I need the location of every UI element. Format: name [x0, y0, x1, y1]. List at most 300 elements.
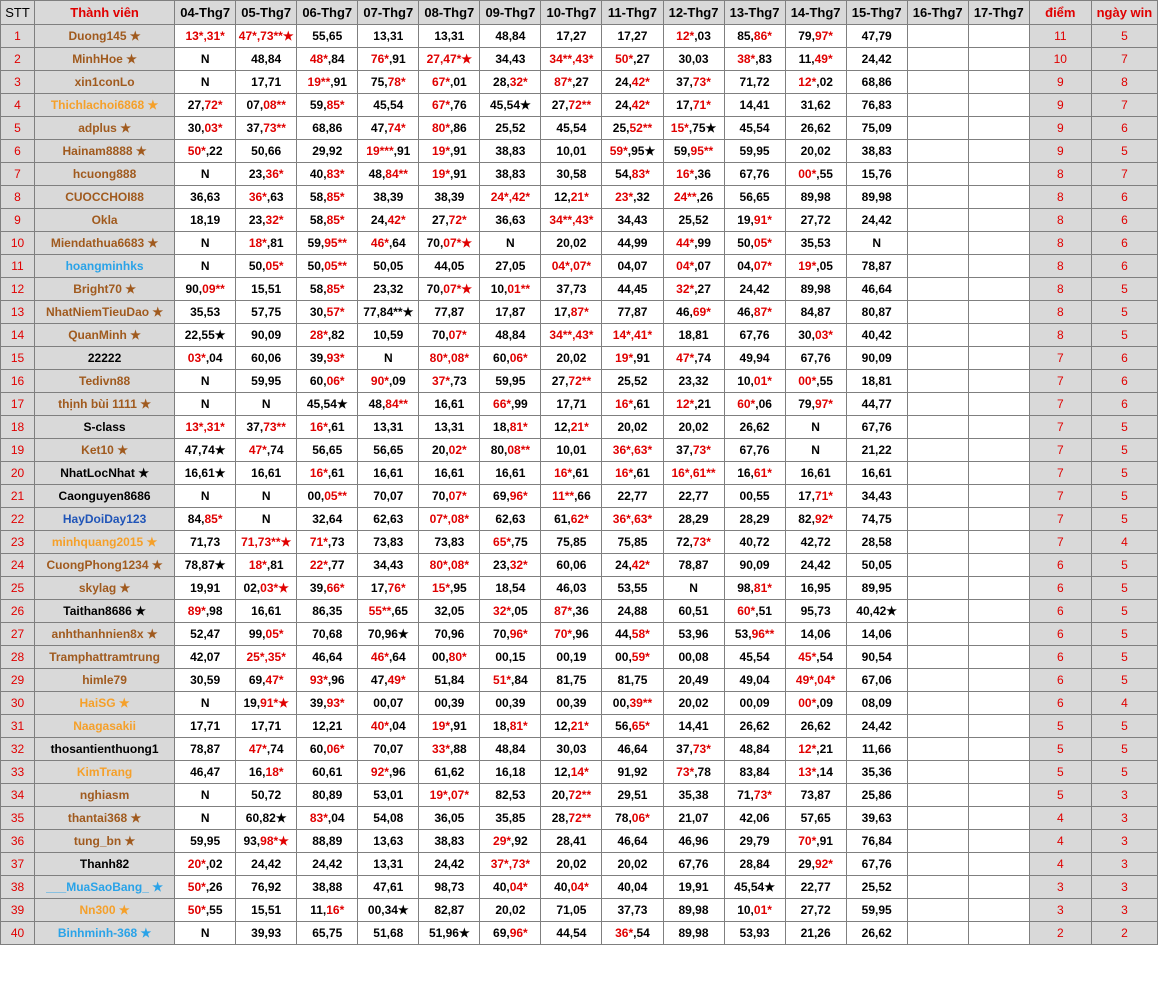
value-text: 18,54 [495, 581, 526, 595]
result-cell [602, 71, 663, 94]
hit-value: 81* [509, 420, 528, 434]
value-text: 34,43 [861, 489, 892, 503]
hit-value: 89* [187, 604, 206, 618]
hit-value: 93* [326, 351, 345, 365]
hit-value: 37* [431, 374, 450, 388]
row-number: 23 [1, 531, 35, 554]
value-text: 38,88 [312, 880, 343, 894]
hit-value: 12* [676, 29, 695, 43]
points-cell: 7 [1029, 485, 1091, 508]
result-cell [846, 324, 907, 347]
result-cell [724, 71, 785, 94]
value-text: 59, [309, 98, 327, 112]
value-text: 28,84 [739, 857, 770, 871]
value-text: ,54 [633, 926, 650, 940]
result-cell [968, 669, 1029, 692]
value-text: 57,75 [251, 305, 282, 319]
hit-value: 08** [507, 443, 531, 457]
result-cell [846, 140, 907, 163]
result-cell [907, 117, 968, 140]
points-cell: 7 [1029, 439, 1091, 462]
result-cell [358, 692, 419, 715]
result-cell [663, 807, 724, 830]
value-text: 13,31 [373, 29, 404, 43]
value-text: 35,53 [800, 236, 831, 250]
value-text: 70,68 [312, 627, 343, 641]
result-cell [175, 278, 236, 301]
hit-value: 47* [248, 742, 267, 756]
value-text: 60,61 [312, 765, 343, 779]
value-text: 40,42 [861, 328, 892, 342]
row-number: 28 [1, 646, 35, 669]
win-days-cell: 3 [1091, 876, 1157, 899]
value-text: 51,96★ [428, 926, 470, 940]
value-text: 45,54 [739, 650, 770, 664]
win-days-cell: 3 [1091, 853, 1157, 876]
hit-value: 83* [631, 167, 650, 181]
value-text: 60,82★ [245, 811, 287, 825]
hit-value: 16* [615, 466, 634, 480]
points-cell: 8 [1029, 209, 1091, 232]
result-cell [236, 830, 297, 853]
result-cell [846, 531, 907, 554]
hit-value: 59* [631, 650, 650, 664]
result-cell [236, 623, 297, 646]
result-cell [907, 485, 968, 508]
value-text: ,64 [388, 236, 406, 250]
value-text: 16,61 [800, 466, 831, 480]
result-cell [358, 462, 419, 485]
value-text: 53,01 [373, 788, 404, 802]
value-text: 24, [370, 213, 388, 227]
value-text: N [200, 811, 210, 825]
table-row [1, 715, 1158, 738]
value-text: 82, [798, 512, 815, 526]
hit-value: 85* [326, 190, 345, 204]
table-row [1, 531, 1158, 554]
result-cell [663, 715, 724, 738]
result-cell [907, 25, 968, 48]
value-text: 24, [615, 98, 632, 112]
result-cell [907, 761, 968, 784]
result-cell [968, 439, 1029, 462]
value-text: 77,84**★ [363, 305, 414, 319]
result-cell [419, 186, 480, 209]
result-cell [602, 255, 663, 278]
member-name: CUOCCHOI88 [35, 186, 175, 209]
table-row [1, 140, 1158, 163]
result-cell [236, 278, 297, 301]
hit-value: 80*,08* [429, 351, 470, 365]
result-cell [968, 25, 1029, 48]
result-cell [846, 393, 907, 416]
hit-value: 07*,08* [429, 512, 470, 526]
points-cell: 4 [1029, 830, 1091, 853]
result-cell [724, 416, 785, 439]
result-cell [724, 922, 785, 945]
hit-value: 16* [615, 397, 634, 411]
result-cell [236, 163, 297, 186]
result-cell [419, 25, 480, 48]
value-text: 30,03 [678, 52, 709, 66]
result-cell [846, 554, 907, 577]
value-text: ,26 [696, 190, 714, 204]
member-name: HaiSG ★ [35, 692, 175, 715]
result-cell [297, 807, 358, 830]
value-text: 51,84 [434, 673, 465, 687]
value-text: 75, [370, 75, 388, 89]
hit-value: 25*,35* [246, 650, 286, 664]
result-cell [724, 623, 785, 646]
value-text: 77,87 [617, 305, 648, 319]
result-cell [419, 324, 480, 347]
result-cell [846, 255, 907, 278]
result-cell [480, 853, 541, 876]
row-number: 40 [1, 922, 35, 945]
hit-value: 72* [204, 98, 223, 112]
value-text: 15,76 [861, 167, 892, 181]
result-cell [602, 163, 663, 186]
value-text: 17,71 [251, 75, 282, 89]
value-text: N [200, 259, 210, 273]
win-days-cell: 5 [1091, 623, 1157, 646]
result-cell [968, 140, 1029, 163]
value-text: ,99 [694, 236, 711, 250]
row-number: 20 [1, 462, 35, 485]
win-days-cell: 5 [1091, 577, 1157, 600]
result-cell [907, 370, 968, 393]
value-text: 80,87 [861, 305, 892, 319]
result-cell [236, 577, 297, 600]
row-number: 34 [1, 784, 35, 807]
win-days-cell: 4 [1091, 531, 1157, 554]
hit-value: 96** [751, 627, 775, 641]
result-cell [419, 922, 480, 945]
value-text: 16, [737, 466, 754, 480]
value-text: 24,42 [312, 857, 343, 871]
value-text: ,91 [330, 75, 347, 89]
result-cell [785, 186, 846, 209]
result-cell [785, 807, 846, 830]
result-cell [602, 669, 663, 692]
value-text: 40, [309, 167, 327, 181]
value-text: 17, [554, 305, 571, 319]
value-text: ,74 [266, 443, 284, 457]
row-number: 13 [1, 301, 35, 324]
value-text: 19,91 [190, 581, 221, 595]
member-name: Ket10 ★ [35, 439, 175, 462]
hit-value: 07* [753, 259, 772, 273]
table-row [1, 922, 1158, 945]
result-cell [419, 784, 480, 807]
result-cell [785, 25, 846, 48]
value-text: 22,77 [800, 880, 831, 894]
result-cell [358, 623, 419, 646]
header-date: 15-Thg7 [846, 1, 907, 25]
hit-value: 49* [814, 52, 833, 66]
win-days-cell: 6 [1091, 117, 1157, 140]
hit-value: 29* [493, 834, 512, 848]
result-cell [785, 347, 846, 370]
value-text: 44, [615, 627, 632, 641]
value-text: ,95 [450, 581, 467, 595]
result-cell [846, 94, 907, 117]
result-cell [785, 278, 846, 301]
hit-value: 05** [324, 259, 347, 273]
points-cell: 5 [1029, 784, 1091, 807]
value-text: 70, [431, 489, 449, 503]
hit-value: 38* [737, 52, 756, 66]
hit-value: 47* [265, 673, 284, 687]
hit-value: 03*★ [260, 581, 289, 595]
hit-value: 34**,43* [549, 328, 594, 342]
value-text: 23, [493, 558, 510, 572]
result-cell [419, 830, 480, 853]
result-cell [724, 738, 785, 761]
hit-value: 92* [814, 512, 833, 526]
value-text: 71, [737, 788, 754, 802]
result-cell [480, 439, 541, 462]
result-cell [785, 853, 846, 876]
hit-value: 57* [326, 305, 345, 319]
value-text: 22,55★ [184, 328, 226, 342]
hit-value: 58* [631, 627, 650, 641]
result-cell [785, 669, 846, 692]
result-cell [785, 600, 846, 623]
value-text: 70,07 [373, 489, 404, 503]
hit-value: 06* [509, 351, 528, 365]
result-cell [297, 25, 358, 48]
result-cell [785, 646, 846, 669]
result-cell [480, 876, 541, 899]
hit-value: 46* [370, 650, 389, 664]
result-cell [846, 48, 907, 71]
value-text: 16,61 [251, 604, 282, 618]
result-cell [846, 807, 907, 830]
value-text: 60, [309, 374, 327, 388]
result-cell [785, 255, 846, 278]
value-text: 25,86 [861, 788, 892, 802]
result-cell [541, 531, 602, 554]
value-text: 77,87 [434, 305, 465, 319]
value-text: 20,02 [678, 696, 709, 710]
hit-value: 12* [798, 75, 817, 89]
value-text: 45,54 [373, 98, 404, 112]
value-text: ,81 [266, 558, 284, 572]
hit-value: 36*,63* [612, 512, 653, 526]
result-cell [785, 48, 846, 71]
result-cell [846, 922, 907, 945]
value-text: 24, [615, 75, 632, 89]
value-text: 67,76 [800, 351, 831, 365]
value-text: 48, [368, 397, 386, 411]
hit-value: 19* [431, 144, 450, 158]
value-text: 78,87★ [184, 558, 226, 572]
result-cell [480, 531, 541, 554]
result-cell [724, 761, 785, 784]
points-cell: 4 [1029, 807, 1091, 830]
value-text: 00,39 [495, 696, 526, 710]
member-name: Hainam8888 ★ [35, 140, 175, 163]
value-text: 22,77 [678, 489, 709, 503]
result-cell [480, 324, 541, 347]
value-text: 46,03 [556, 581, 587, 595]
hit-value: 09** [202, 282, 225, 296]
value-text: 27,72 [800, 213, 831, 227]
result-cell [175, 232, 236, 255]
hit-value: 16*,61** [671, 466, 716, 480]
value-text: 42,72 [800, 535, 831, 549]
result-cell [846, 669, 907, 692]
result-cell [968, 117, 1029, 140]
result-cell [175, 692, 236, 715]
result-cell [175, 554, 236, 577]
row-number: 24 [1, 554, 35, 577]
result-cell [358, 324, 419, 347]
hit-value: 45* [798, 650, 817, 664]
table-row [1, 761, 1158, 784]
hit-value: 07* [448, 328, 467, 342]
result-cell [541, 784, 602, 807]
hit-value: 19*** [366, 144, 394, 158]
value-text: 60,06 [556, 558, 587, 572]
value-text: 67,76 [739, 443, 770, 457]
hit-value: 47*,73**★ [238, 29, 294, 43]
win-days-cell: 7 [1091, 48, 1157, 71]
result-cell [968, 416, 1029, 439]
hit-value: 87* [753, 305, 772, 319]
result-cell [785, 876, 846, 899]
member-name: HayDoiDay123 [35, 508, 175, 531]
result-cell [663, 416, 724, 439]
value-text: 49,04 [739, 673, 770, 687]
value-text: N [261, 397, 271, 411]
member-name: ___MuaSaoBang_ ★ [35, 876, 175, 899]
result-cell [968, 71, 1029, 94]
value-text: 28,58 [861, 535, 892, 549]
hit-value: 92* [370, 765, 389, 779]
value-text: 45,54★ [306, 397, 348, 411]
result-cell [724, 117, 785, 140]
value-text: 11, [798, 52, 815, 66]
result-cell [297, 48, 358, 71]
hit-value: 32* [493, 604, 512, 618]
result-cell [358, 577, 419, 600]
value-text: 04,07 [617, 259, 648, 273]
hit-value: 02* [448, 443, 467, 457]
value-text: 27,72 [800, 903, 831, 917]
member-name: himle79 [35, 669, 175, 692]
result-cell [236, 761, 297, 784]
hit-value: 91* [753, 213, 772, 227]
result-cell [602, 508, 663, 531]
result-cell [846, 715, 907, 738]
result-cell [846, 232, 907, 255]
result-cell [724, 278, 785, 301]
result-cell [663, 48, 724, 71]
points-cell: 7 [1029, 531, 1091, 554]
points-cell: 5 [1029, 715, 1091, 738]
row-number: 36 [1, 830, 35, 853]
value-text: 20,02 [800, 144, 831, 158]
result-cell [541, 669, 602, 692]
result-cell [846, 370, 907, 393]
result-cell [785, 531, 846, 554]
result-cell [846, 508, 907, 531]
hit-value: 50* [615, 52, 634, 66]
value-text: N [811, 443, 820, 457]
result-cell [663, 209, 724, 232]
hit-value: 73* [692, 535, 711, 549]
result-cell [297, 485, 358, 508]
result-cell [907, 876, 968, 899]
hit-value: 19* [431, 719, 450, 733]
value-text: 28,29 [739, 512, 770, 526]
result-cell [724, 646, 785, 669]
value-text: ,51 [755, 604, 772, 618]
result-cell [541, 899, 602, 922]
points-cell: 10 [1029, 48, 1091, 71]
table-row [1, 370, 1158, 393]
result-cell [724, 830, 785, 853]
result-cell [358, 876, 419, 899]
win-days-cell: 4 [1091, 692, 1157, 715]
hit-value: 32* [676, 282, 695, 296]
hit-value: 92* [814, 857, 833, 871]
result-cell [907, 48, 968, 71]
result-cell [785, 784, 846, 807]
hit-value: 19** [307, 75, 331, 89]
result-cell [480, 255, 541, 278]
value-text: 38,83 [495, 144, 526, 158]
row-number: 14 [1, 324, 35, 347]
value-text: 68,86 [861, 75, 892, 89]
value-text: ,55 [816, 167, 833, 181]
result-cell [724, 255, 785, 278]
value-text: 20,02 [556, 857, 587, 871]
value-text: 47,79 [861, 29, 892, 43]
result-cell [724, 715, 785, 738]
hit-value: 04*,07* [551, 259, 592, 273]
result-cell [724, 140, 785, 163]
result-cell [968, 646, 1029, 669]
table-row [1, 48, 1158, 71]
value-text: 23, [248, 167, 266, 181]
hit-value: 01* [753, 374, 772, 388]
value-text: ,07 [694, 259, 711, 273]
hit-value: 73* [753, 788, 772, 802]
hit-value: 65* [493, 535, 512, 549]
result-cell [663, 140, 724, 163]
result-cell [419, 899, 480, 922]
result-cell [602, 94, 663, 117]
result-cell [480, 140, 541, 163]
value-text: ,74 [266, 742, 284, 756]
value-text: 14,41 [739, 98, 770, 112]
member-name: Taithan8686 ★ [35, 600, 175, 623]
value-text: 18,81 [678, 328, 709, 342]
hit-value: 81* [509, 719, 528, 733]
result-cell [541, 209, 602, 232]
hit-value: 72* [448, 213, 467, 227]
result-cell [541, 186, 602, 209]
hit-value: 47* [248, 443, 267, 457]
value-text: 75,85 [556, 535, 587, 549]
result-cell [419, 232, 480, 255]
value-text: N [872, 236, 881, 250]
result-cell [541, 278, 602, 301]
result-cell [846, 830, 907, 853]
